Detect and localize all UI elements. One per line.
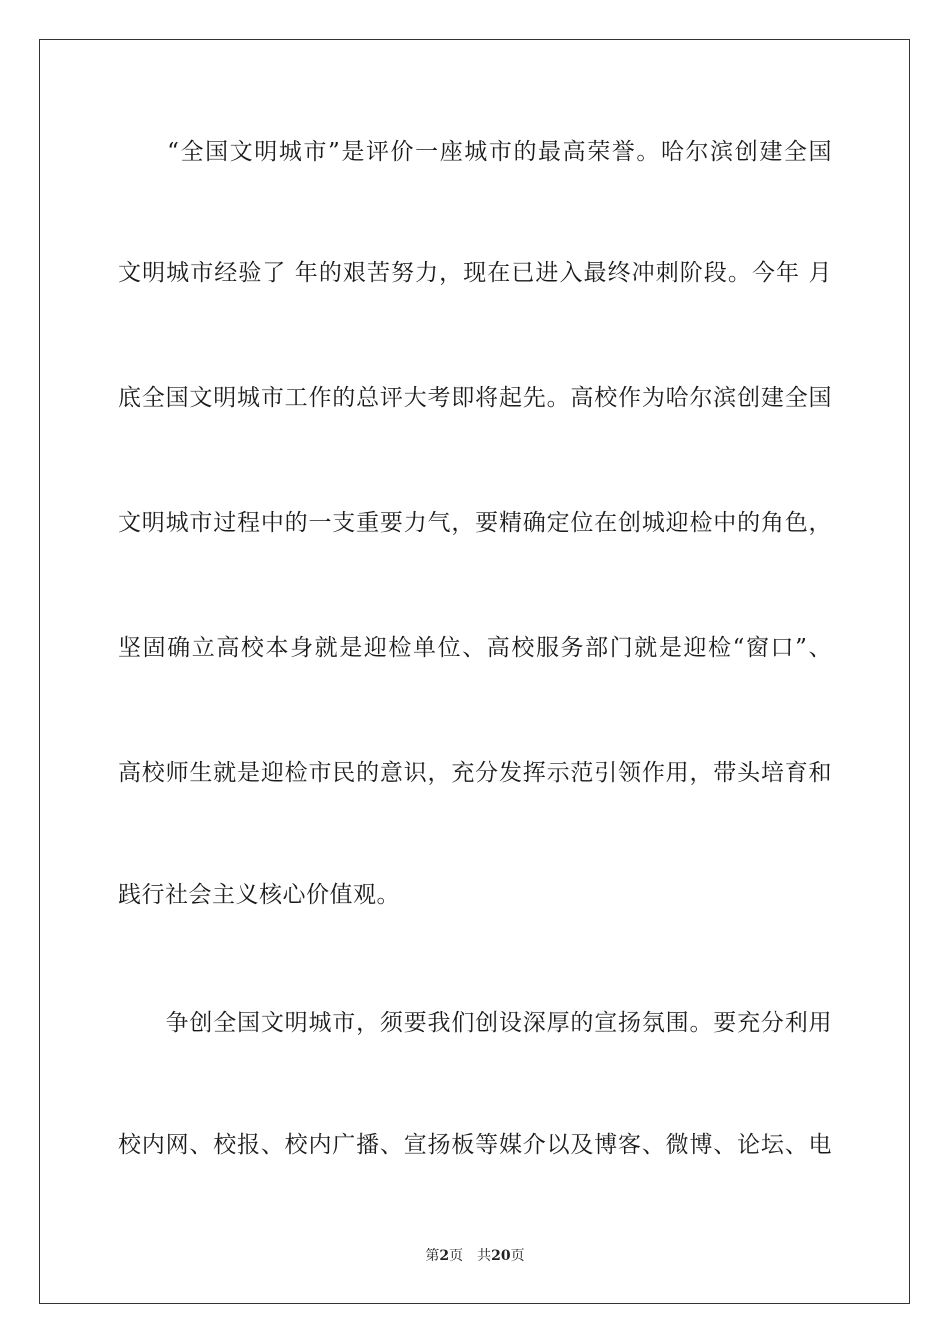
- page-border: [39, 39, 910, 1304]
- total-pages: 20: [491, 1248, 511, 1264]
- body-text-line: 践行社会主义核心价值观。: [118, 882, 400, 908]
- body-text-line: 校内网、校报、校内广播、宣扬板等媒介以及博客、微博、论坛、电: [118, 1132, 832, 1158]
- body-text-line: 争创全国文明城市，须要我们创设深厚的宣扬氛围。要充分利用: [118, 1010, 832, 1036]
- body-text-line: 高校师生就是迎检市民的意识，充分发挥示范引领作用，带头培育和: [118, 760, 832, 786]
- body-text-line: 文明城市经验了 年的艰苦努力，现在已进入最终冲刺阶段。今年 月: [118, 260, 832, 286]
- page-label-prefix: 第: [425, 1248, 440, 1264]
- total-label-suffix: 页: [510, 1248, 525, 1264]
- body-text-line: “全国文明城市”是评价一座城市的最高荣誉。哈尔滨创建全国: [118, 139, 832, 165]
- page-footer: [0, 1247, 950, 1265]
- page-label-suffix: 页: [449, 1248, 464, 1264]
- body-text-line: 文明城市过程中的一支重要力气，要精确定位在创城迎检中的角色，: [118, 510, 832, 536]
- page-number: 2: [439, 1248, 450, 1264]
- total-label-prefix: 共: [477, 1248, 492, 1264]
- body-text-line: 底全国文明城市工作的总评大考即将起先。高校作为哈尔滨创建全国: [118, 385, 832, 411]
- body-text-line: 坚固确立高校本身就是迎检单位、高校服务部门就是迎检“窗口”、: [118, 635, 832, 661]
